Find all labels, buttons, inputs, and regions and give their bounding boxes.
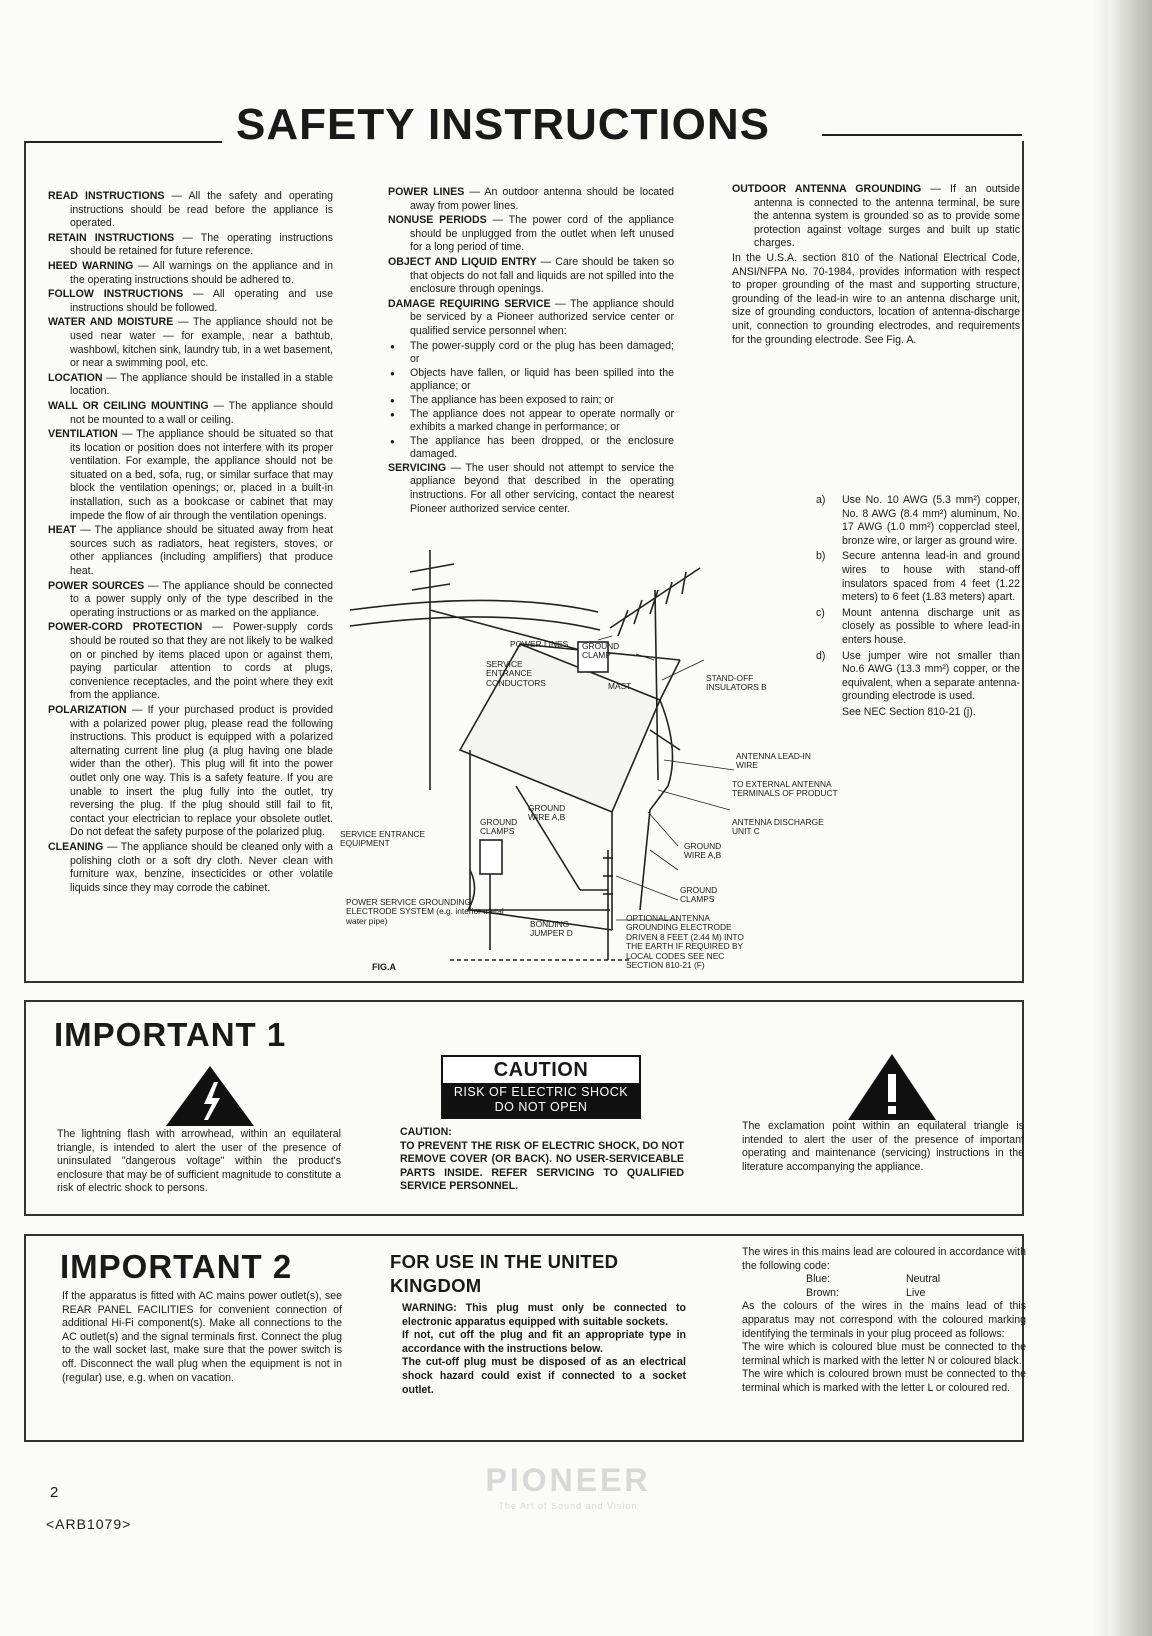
- label-ground-clamp-top: GROUND CLAMP: [582, 641, 620, 661]
- damage-condition-item: ● The appliance has been dropped, or the enclosure damaged.: [388, 435, 674, 462]
- safety-column-2: [388, 186, 674, 517]
- safety-item-cleaning: CLEANING — The appliance should be cleaned only with a polishing cloth or a soft dry cloth. Never clean with furniture wax, benzine, insecticides or other volatile liquids since they may corrode the cabinet.: [48, 840, 333, 894]
- damage-condition-item: ● Objects have fallen, or liquid has been spilled into the appliance; or: [388, 367, 674, 394]
- safety-item-retain-instructions: RETAIN INSTRUCTIONS — The operating instructions should be retained for future reference.: [48, 231, 333, 258]
- label-service-entrance-conductors: SERVICE ENTRANCE CONDUCTORS: [486, 659, 546, 688]
- label-antenna-lead-in: ANTENNA LEAD-IN WIRE: [736, 751, 811, 771]
- safety-item-nonuse-periods: NONUSE PERIODS — The power cord of the appliance should be unplugged from the outlet when left unused for a long period of time.: [388, 214, 674, 254]
- grounding-item-letter: d): [816, 649, 826, 662]
- nec-paragraph: In the U.S.A. section 810 of the National Electrical Code, ANSI/NFPA No. 70-1984, provides information with respect to proper grounding of the mast and supporting structure, grounding of the lead-in wire to an antenna discharge unit, size of grounding conductors, location of antenna-discharge unit, connection to grounding electrodes, and requirements for the grounding electrode. See Fig. A.: [732, 251, 1020, 346]
- caution-heading: CAUTION:: [400, 1126, 452, 1138]
- important-2-title: IMPORTANT 2: [60, 1248, 293, 1285]
- pioneer-logo-text: PIONEER: [485, 1462, 651, 1498]
- label-power-lines: POWER LINES: [510, 639, 569, 649]
- wire-colour-instructions: [742, 1246, 1026, 1396]
- lightning-description: The lightning flash with arrowhead, within an equilateral triangle, is intended to alert the user of the presence of uninsulated "dangerous voltage" within the product's enclosure that may be of sufficient magnitude to constitute a risk of electric shock to persons.: [57, 1128, 341, 1195]
- label-to-external-antenna: TO EXTERNAL ANTENNA TERMINALS OF PRODUCT: [732, 779, 838, 799]
- wire-code-brown: Brown: Live: [806, 1286, 926, 1299]
- grounding-item-text: Mount antenna discharge unit as closely as possible to where lead-in enters house.: [842, 606, 1020, 646]
- title-rule-right: [822, 134, 1022, 136]
- uk-instructions: [402, 1302, 686, 1397]
- label-ground-clamps-1: GROUND CLAMPS: [480, 817, 518, 837]
- pioneer-watermark-logo: [418, 1460, 718, 1514]
- grounding-item-letter: a): [816, 494, 826, 506]
- safety-column-3: [732, 183, 1020, 348]
- damage-condition-item: ● The appliance does not appear to operate normally or exhibits a marked change in performance; or: [388, 408, 674, 435]
- label-power-service-grounding: POWER SERVICE GROUNDING ELECTRODE SYSTEM (e.g. interior metal water pipe): [346, 897, 504, 926]
- damage-condition-item: ● The appliance has been exposed to rain; or: [388, 394, 674, 408]
- page-edge-shadow: [1094, 0, 1108, 1636]
- wires-paragraph-2: As the colours of the wires in the mains lead of this apparatus may not correspond with the coloured marking identifying the terminals in your plug proceed as follows:: [742, 1300, 1026, 1340]
- safety-item-location: LOCATION — The appliance should be installed in a stable location.: [48, 371, 333, 398]
- damage-condition-item: ● The power-supply cord or the plug has been damaged; or: [388, 340, 674, 367]
- safety-item-follow-instructions: FOLLOW INSTRUCTIONS — All operating and use instructions should be followed.: [48, 288, 333, 314]
- figure-caption: FIG.A: [372, 962, 396, 972]
- safety-item-polarization: POLARIZATION — If your purchased product is provided with a polarized power plug, please read the following instructions. This product is equipped with a polarized alternating current line plug (a plug having one blade wider than the other). This plug will fit into the power outlet only one way. This is a safety feature. If you are unable to insert the plug fully into the outlet, try reversing the plug. If the plug should still fail to fit, contact your electrician to replace your obsolete outlet. Do not defeat the safety purpose of the polarized plug.: [48, 703, 333, 839]
- safety-item-damage-requiring-service: DAMAGE REQUIRING SERVICE — The appliance should be serviced by a Pioneer authorized service center or qualified service personnel when:: [388, 297, 674, 337]
- safety-column-1: [48, 190, 333, 896]
- safety-item-heat: HEAT — The appliance should be situated away from heat sources such as radiators, heat registers, stoves, or other appliances (including amplifiers) that produce heat.: [48, 524, 333, 578]
- safety-item-object-and-liquid-entry: OBJECT AND LIQUID ENTRY — Care should be taken so that objects do not fall and liquids are not spilled into the enclosure through openings.: [388, 255, 674, 296]
- important-1-title: IMPORTANT 1: [54, 1016, 287, 1053]
- antenna-grounding-diagram: [340, 550, 870, 980]
- wires-paragraph-3: The wire which is coloured blue must be connected to the terminal which is marked with the letter N or coloured black.: [742, 1341, 1026, 1367]
- document-code: <ARB1079>: [46, 1516, 132, 1532]
- grounding-item-text: Use jumper wire not smaller than No.6 AWG (13.3 mm²) copper, or the equivalent, when a separate antenna-grounding electrode is used.: [842, 649, 1020, 703]
- safety-item-heed-warning: HEED WARNING — All warnings on the appliance and in the operating instructions should be adhered to.: [48, 259, 333, 286]
- wires-paragraph-4: The wire which is coloured brown must be connected to the terminal which is marked with the letter L or coloured red.: [742, 1368, 1026, 1394]
- safety-item-outdoor-antenna: OUTDOOR ANTENNA GROUNDING — If an outside antenna is connected to the antenna terminal, be sure the antenna system is grounded so as to provide some protection against voltage surges and built up static charges.: [732, 183, 1020, 250]
- label-mast: MAST: [608, 681, 632, 691]
- safety-item-ventilation: VENTILATION — The appliance should be situated so that its location or position does not interfere with its proper ventilation. For example, the appliance should not be situated on a bed, sofa, rug, or similar surface that may block the ventilation openings; or, placed in a built-in installation, such as a bookcase or cabinet that may impede the flow of air through the ventilation openings.: [48, 428, 333, 522]
- label-optional-grounding-electrode: OPTIONAL ANTENNA GROUNDING ELECTRODE DRIVEN 8 FEET (2.44 M) INTO THE EARTH IF REQUIRED BY LOCAL CODES SEE NEC SECTION 810-21 (F): [626, 913, 744, 971]
- grounding-item-letter: b): [816, 550, 826, 563]
- uk-section-title: FOR USE IN THE UNITED KINGDOM: [390, 1251, 619, 1296]
- grounding-item-text: Secure antenna lead-in and ground wires to house with stand-off insulators spaced from 4 feet (1.22 meters) to 6 feet (1.83 meters) apart.: [842, 550, 1020, 604]
- safety-item-read-instructions: READ INSTRUCTIONS — All the safety and operating instructions should be read before the appliance is operated.: [48, 190, 333, 230]
- caution-do-not-open-text: DO NOT OPEN: [494, 1100, 588, 1114]
- important-2-text: If the apparatus is fitted with AC mains power outlet(s), see REAR PANEL FACILITIES for convenient connection of additional Hi-Fi component(s). Make all connections to the AC outlet(s) and the signal terminals first. Connect the plug to the wall socket last, make sure that the power switch is off. Disconnect the wall plug when the equipment is not in (regular) use, e.g. when on vacation.: [62, 1290, 342, 1384]
- label-service-entrance-equipment: SERVICE ENTRANCE EQUIPMENT: [340, 829, 426, 849]
- exclamation-triangle-icon: [846, 1052, 938, 1122]
- safety-item-power-cord-protection: POWER-CORD PROTECTION — Power-supply cords should be routed so that they are not likely to be walked on or pinched by items placed upon or against them, paying particular attention to cords at plugs, convenience receptacles, and the point where they exit from the appliance.: [48, 621, 333, 702]
- caution-label-title: CAUTION: [443, 1057, 639, 1083]
- caution-text: TO PREVENT THE RISK OF ELECTRIC SHOCK, DO NOT REMOVE COVER (OR BACK). NO USER-SERVICEABLE PARTS INSIDE. REFER SERVICING TO QUALIFIED SERVICE PERSONNEL.: [400, 1139, 684, 1193]
- safety-item-power-sources: POWER SOURCES — The appliance should be connected to a power supply only of the type described in the operating instructions or as marked on the appliance.: [48, 579, 333, 619]
- nec-reference: See NEC Section 810-21 (j).: [842, 705, 976, 718]
- binding-edge: [1108, 0, 1152, 1636]
- grounding-item-text: Use No. 10 AWG (5.3 mm²) copper, No. 8 AWG (8.4 mm²) aluminum, No. 17 AWG (1.0 mm²) copperclad steel, bronze wire, or larger as ground wire.: [842, 494, 1020, 547]
- safety-item-power-lines: POWER LINES — An outdoor antenna should be located away from power lines.: [388, 186, 674, 212]
- page-number: 2: [50, 1484, 59, 1501]
- lightning-triangle-icon: [164, 1064, 256, 1128]
- wire-code-blue: Blue: Neutral: [806, 1273, 941, 1286]
- label-ground-wire-2: GROUND WIRE A,B: [684, 841, 722, 861]
- grounding-item-letter: c): [816, 606, 825, 619]
- label-ground-wire-1: GROUND WIRE A,B: [528, 803, 566, 823]
- label-ground-clamps-2: GROUND CLAMPS: [680, 885, 718, 905]
- uk-warning: WARNING: This plug must only be connected to electronic apparatus equipped with suitable sockets.: [402, 1302, 686, 1328]
- caution-risk-text: RISK OF ELECTRIC SHOCK: [453, 1085, 629, 1099]
- caution-label-warning: [443, 1083, 639, 1117]
- wires-intro: The wires in this mains lead are coloured in accordance with the following code:: [742, 1246, 1026, 1272]
- label-standoff-insulators: STAND-OFF INSULATORS B: [706, 673, 767, 693]
- safety-item-wall-or-ceiling-mounting: WALL OR CEILING MOUNTING — The appliance should not be mounted to a wall or ceiling.: [48, 399, 334, 426]
- label-bonding-jumper: BONDING JUMPER D: [530, 919, 573, 939]
- uk-cutoff: If not, cut off the plug and fit an appropriate type in accordance with the instructions below.: [402, 1329, 686, 1355]
- caution-label: [441, 1055, 641, 1119]
- safety-item-water-and-moisture: WATER AND MOISTURE — The appliance should not be used near water — for example, near a bathtub, washbowl, kitchen sink, laundry tub, in a wet basement, or near a swimming pool, etc.: [48, 316, 333, 370]
- exclamation-description: The exclamation point within an equilateral triangle is intended to alert the user of the presence of important operating and maintenance (servicing) instructions in the literature accompanying the appliance.: [742, 1120, 1024, 1173]
- pioneer-tagline: The Art of Sound and Vision: [498, 1501, 638, 1511]
- safety-item-servicing: SERVICING — The user should not attempt to service the appliance beyond that described in the operating instructions. For all other servicing, contact the nearest Pioneer authorized service center.: [388, 461, 675, 515]
- grounding-requirement-item: [816, 494, 1020, 548]
- caution-instructions: [400, 1126, 684, 1194]
- label-antenna-discharge-unit: ANTENNA DISCHARGE UNIT C: [732, 817, 824, 837]
- uk-dispose: The cut-off plug must be disposed of as an electrical shock hazard could exist if connected to a socket outlet.: [402, 1356, 686, 1396]
- page-title: SAFETY INSTRUCTIONS: [236, 100, 771, 149]
